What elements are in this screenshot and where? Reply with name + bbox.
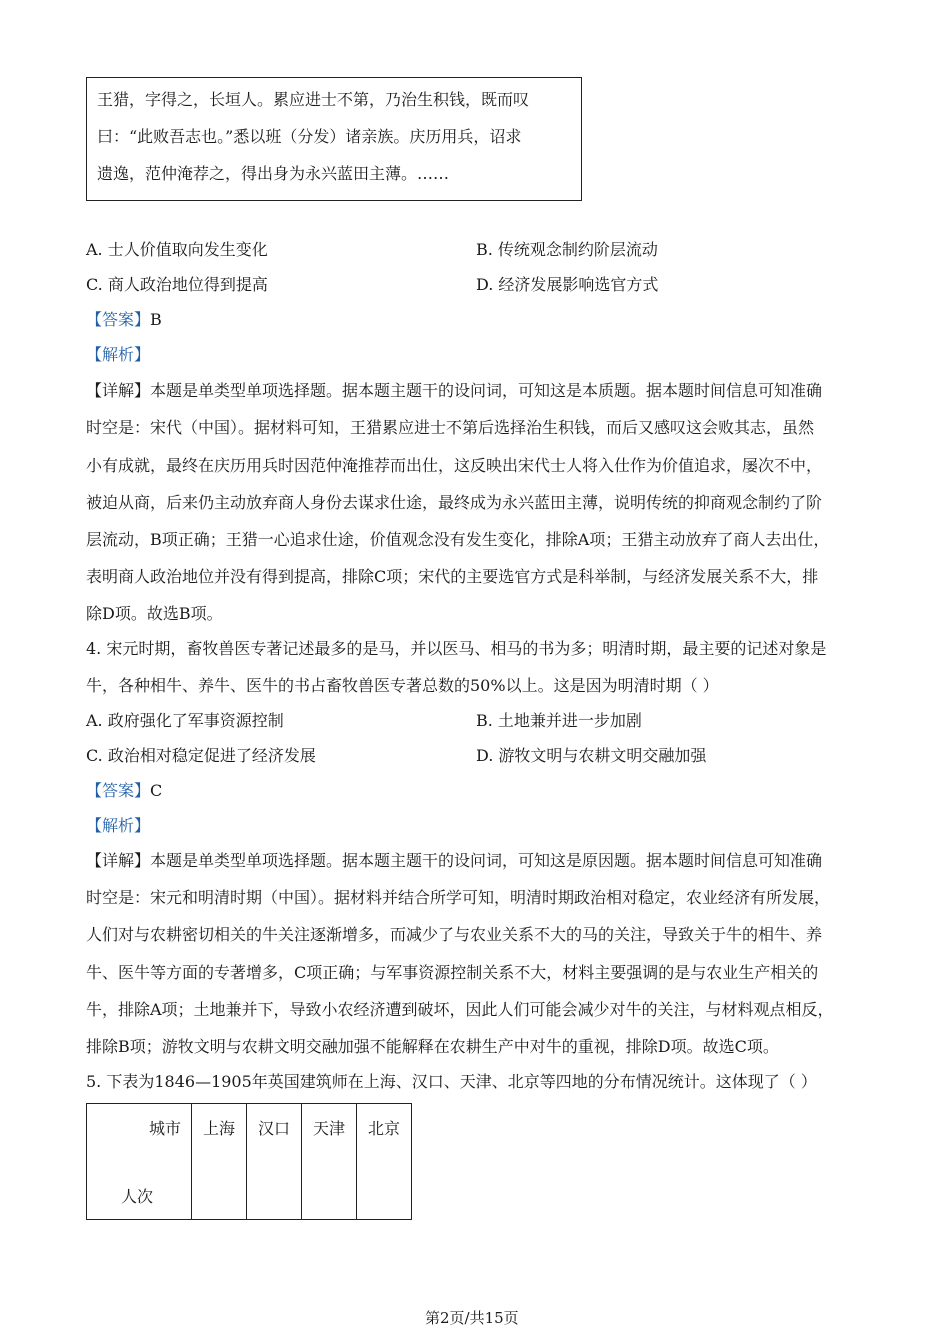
q4-stem-line: 4. 宋元时期，畜牧兽医专著记述最多的是马，并以医马、相马的书为多；明清时期，最主要的记述对象是 <box>86 639 827 658</box>
quote-line: 王猎，字得之，长垣人。累应进士不第，乃治生积钱，既而叹 <box>97 90 530 109</box>
q4-option-a: A. 政府强化了军事资源控制 <box>86 711 284 730</box>
q3-detail-line: 小有成就，最终在庆历用兵时因范仲淹推荐而出仕，这反映出宋代士人将入仕作为价值追求，屡次不中， <box>86 456 823 475</box>
table-header-cell: 北京 <box>357 1104 412 1220</box>
q5-stem: 5. 下表为1846—1905年英国建筑师在上海、汉口、天津、北京等四地的分布情况统计。这体现了（ ） <box>86 1072 817 1091</box>
q3-detail-line: 除D项。故选B项。 <box>86 604 223 623</box>
table-corner-cell <box>87 1104 192 1220</box>
q4-option-d: D. 游牧文明与农耕文明交融加强 <box>476 746 707 765</box>
page-number: 第2页/共15页 <box>425 1309 519 1327</box>
quote-line: 遗逸，范仲淹荐之，得出身为永兴蓝田主薄。…… <box>97 164 450 183</box>
q3-analysis-label: 【解析】 <box>86 345 151 364</box>
answer-value: C <box>150 781 163 800</box>
corner-bottom-label: 人次 <box>121 1187 154 1206</box>
q4-detail-line: 时空是：宋元和明清时期（中国）。据材料并结合所学可知，明清时期政治相对稳定，农业经济有所发展， <box>86 888 831 907</box>
q5-table <box>86 1103 412 1220</box>
quote-line: 曰：“此败吾志也。”悉以班（分发）诸亲族。庆历用兵，诏求 <box>97 127 522 146</box>
table-header-cell: 天津 <box>302 1104 357 1220</box>
q3-detail-line: 时空是：宋代（中国）。据材料可知，王猎累应进士不第后选择治生积钱，而后又感叹这会败其志，虽然 <box>86 418 815 437</box>
q3-detail-line: 被迫从商，后来仍主动放弃商人身份去谋求仕途，最终成为永兴蓝田主薄，说明传统的抑商观念制约了阶 <box>86 493 823 512</box>
q4-stem-line: 牛，各种相牛、养牛、医牛的书占畜牧兽医专著总数的50%以上。这是因为明清时期（ ） <box>86 676 719 695</box>
q3-detail-line: 表明商人政治地位并没有得到提高，排除C项；宋代的主要选官方式是科举制，与经济发展关系不大，排 <box>86 567 819 586</box>
q4-analysis-label: 【解析】 <box>86 816 151 835</box>
answer-label: 【答案】 <box>86 781 151 800</box>
q4-detail-line: 牛，排除A项；土地兼并下，导致小农经济遭到破坏，因此人们可能会减少对牛的关注，与材料观点相反， <box>86 1000 834 1019</box>
corner-top-label: 城市 <box>149 1119 182 1138</box>
q4-detail-line: 牛、医牛等方面的专著增多，C项正确；与军事资源控制关系不大，材料主要强调的是与农业生产相关的 <box>86 963 819 982</box>
q3-detail-line: 层流动，B项正确；王猎一心追求仕途，价值观念没有发生变化，排除A项；王猎主动放弃了商人去出仕， <box>86 530 830 549</box>
q3-detail-line: 【详解】本题是单类型单项选择题。据本题主题干的设问词，可知这是本质题。据本题时间信息可知准确 <box>86 381 823 400</box>
q4-detail-line: 人们对与农耕密切相关的牛关注逐渐增多，而减少了与农业关系不大的马的关注，导致关于牛的相牛、养 <box>86 925 823 944</box>
q3-option-c: C. 商人政治地位得到提高 <box>86 275 268 294</box>
q3-option-d: D. 经济发展影响选官方式 <box>476 275 659 294</box>
q4-option-b: B. 土地兼并进一步加剧 <box>476 711 642 730</box>
q4-detail-line: 【详解】本题是单类型单项选择题。据本题主题干的设问词，可知这是原因题。据本题时间信息可知准确 <box>86 851 823 870</box>
q4-option-c: C. 政治相对稳定促进了经济发展 <box>86 746 316 765</box>
answer-label: 【答案】 <box>86 310 151 329</box>
q4-answer <box>86 781 162 801</box>
q3-option-a: A. 士人价值取向发生变化 <box>86 240 268 259</box>
q3-answer <box>86 310 162 330</box>
q4-detail-line: 排除B项；游牧文明与农耕文明交融加强不能解释在农耕生产中对牛的重视，排除D项。故选C项。 <box>86 1037 779 1056</box>
answer-value: B <box>150 310 162 329</box>
table-header-cell: 汉口 <box>247 1104 302 1220</box>
q3-option-b: B. 传统观念制约阶层流动 <box>476 240 658 259</box>
table-header-cell: 上海 <box>192 1104 247 1220</box>
